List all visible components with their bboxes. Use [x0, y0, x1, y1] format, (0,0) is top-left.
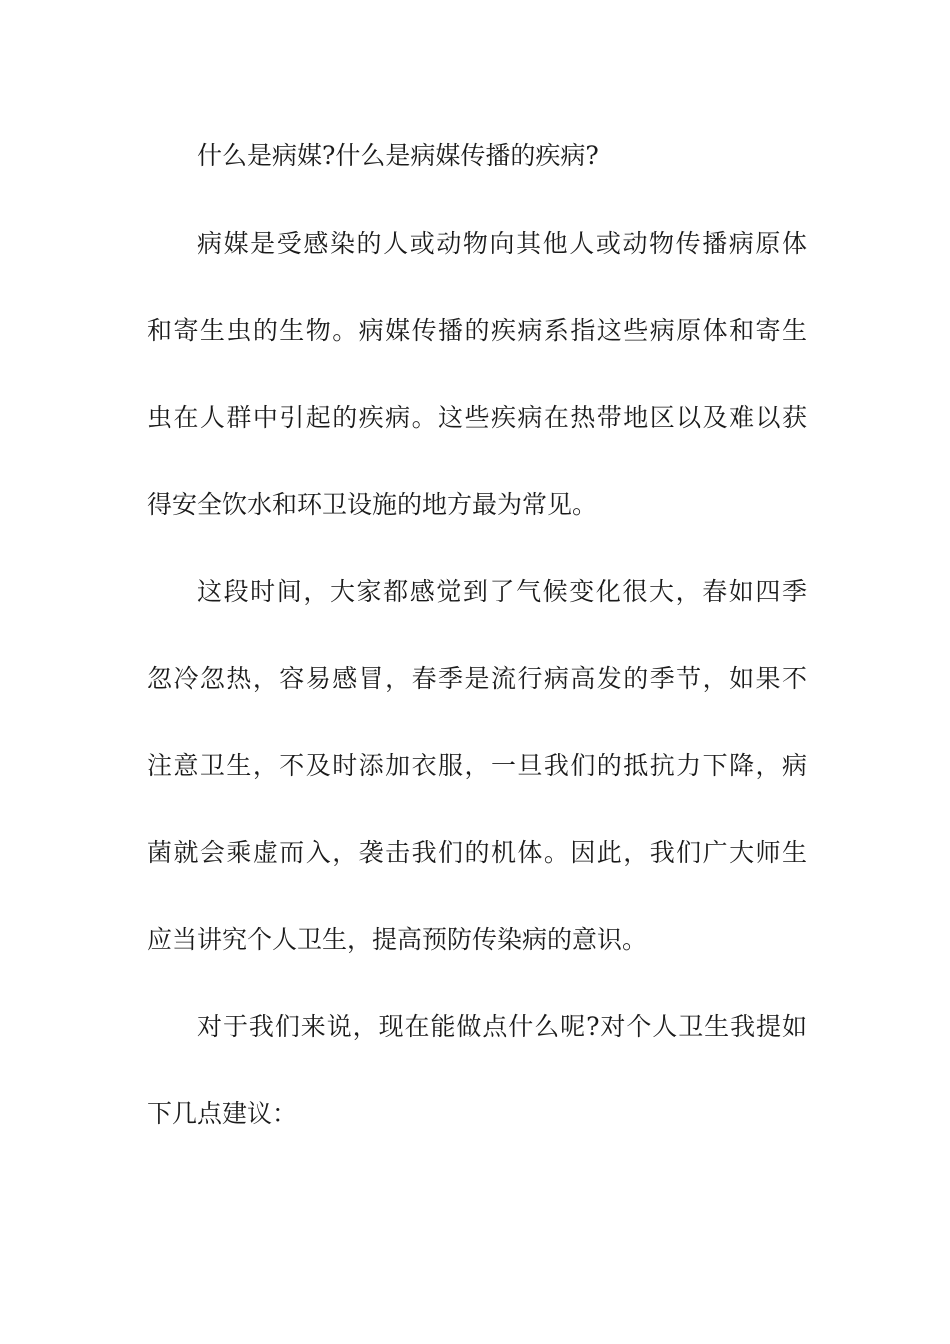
paragraph-2-line-1: 这段时间，大家都感觉到了气候变化很大，春如四季 — [197, 577, 807, 606]
question-heading: 什么是病媒?什么是病媒传播的疾病? — [197, 141, 599, 170]
paragraph-3-line-2: 下几点建议： — [147, 1099, 298, 1128]
paragraph-1-line-4: 得安全饮水和环卫设施的地方最为常见。 — [147, 490, 598, 519]
paragraph-1-line-2: 和寄生虫的生物。病媒传播的疾病系指这些病原体和寄生 — [147, 316, 807, 345]
paragraph-3-line-1: 对于我们来说，现在能做点什么呢?对个人卫生我提如 — [197, 1012, 807, 1041]
paragraph-2-line-4: 菌就会乘虚而入，袭击我们的机体。因此，我们广大师生 — [147, 838, 807, 867]
paragraph-2-line-3: 注意卫生，不及时添加衣服，一旦我们的抵抗力下降，病 — [147, 751, 807, 780]
paragraph-1-line-3: 虫在人群中引起的疾病。这些疾病在热带地区以及难以获 — [147, 403, 807, 432]
paragraph-1-line-1: 病媒是受感染的人或动物向其他人或动物传播病原体 — [197, 229, 807, 258]
paragraph-2-line-5: 应当讲究个人卫生，提高预防传染病的意识。 — [147, 925, 648, 954]
paragraph-2-line-2: 忽冷忽热，容易感冒，春季是流行病高发的季节，如果不 — [147, 664, 807, 693]
